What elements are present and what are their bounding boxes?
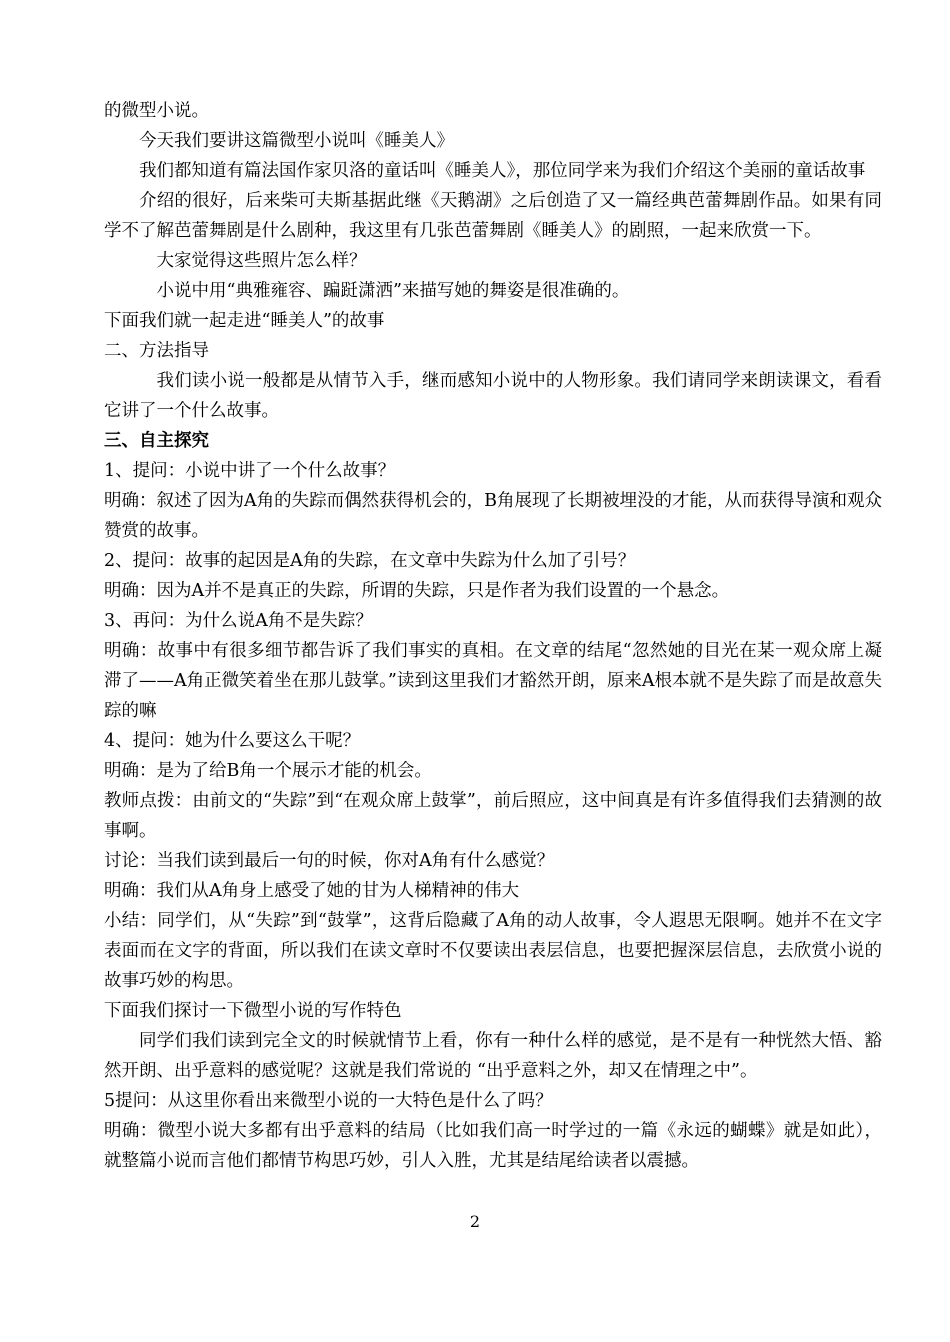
paragraph: 下面我们探讨一下微型小说的写作特色 (104, 1001, 402, 1021)
paragraph: 明确：我们从A角身上感受了她的甘为人梯精神的伟大 (104, 881, 520, 901)
paragraph: 同学们我们读到完全文的时候就情节上看，你有一种什么样的感觉，是不是有一种恍然大悟、豁然开朗、出乎意料的感觉呢？这就是我们常说的 “出乎意料之外，却又在情理之中”。 (104, 1031, 882, 1081)
paragraph: 介绍的很好，后来柴可夫斯基据此继《天鹅湖》之后创造了又一篇经典芭蕾舞剧作品。如果有同学不了解芭蕾舞剧是什么剧种，我这里有几张芭蕾舞剧《睡美人》的剧照，一起来欣赏一下。 (104, 191, 882, 241)
paragraph: 4、提问：她为什么要这么干呢？ (104, 731, 361, 751)
paragraph: 2、提问：故事的起因是A角的失踪，在文章中失踪为什么加了引号？ (104, 551, 636, 571)
paragraph: 今天我们要讲这篇微型小说叫《睡美人》 (139, 131, 454, 151)
paragraph: 1、提问：小说中讲了一个什么故事？ (104, 461, 396, 481)
paragraph: 3、再问：为什么说A角不是失踪？ (104, 611, 373, 631)
paragraph: 小结：同学们，从“失踪”到“鼓掌”，这背后隐藏了A角的动人故事，令人遐思无限啊。她并不在文字表面而在文字的背面，所以我们在读文章时不仅要读出表层信息，也要把握深层信息，去欣赏小说的故事巧妙的构思。 (104, 911, 882, 991)
paragraph: 明确：微型小说大多都有出乎意料的结局（比如我们高一时学过的一篇《永远的蝴蝶》就是如此），就整篇小说而言他们都情节构思巧妙，引人入胜，尤其是结尾给读者以震撼。 (104, 1121, 882, 1171)
paragraph: 明确：因为A并不是真正的失踪，所谓的失踪，只是作者为我们设置的一个悬念。 (104, 581, 730, 601)
paragraph: 我们读小说一般都是从情节入手，继而感知小说中的人物形象。我们请同学来朗读课文，看看它讲了一个什么故事。 (104, 371, 882, 421)
paragraph: 小说中用“典雅雍容、蹁跹潇洒”来描写她的舞姿是很准确的。 (156, 281, 630, 301)
paragraph: 的微型小说。 (104, 101, 209, 121)
paragraph: 二、方法指导 (104, 341, 209, 361)
paragraph: 明确：是为了给B角一个展示才能的机会。 (104, 761, 432, 781)
section-heading: 三、自主探究 (104, 431, 209, 451)
paragraph: 讨论：当我们读到最后一句的时候，你对A角有什么感觉？ (104, 851, 555, 871)
paragraph: 明确：故事中有很多细节都告诉了我们事实的真相。在文章的结尾“忽然她的目光在某一观众席上凝滞了——A角正微笑着坐在那儿鼓掌。”读到这里我们才豁然开朗，原来A根本就不是失踪了而是故意失踪的嘛 (104, 641, 882, 721)
page-number: 2 (469, 1212, 481, 1231)
document-body (104, 96, 882, 1176)
paragraph: 大家觉得这些照片怎么样？ (156, 251, 367, 271)
paragraph: 教师点拨：由前文的“失踪”到“在观众席上鼓掌”，前后照应，这中间真是有许多值得我们去猜测的故事啊。 (104, 791, 882, 841)
paragraph: 下面我们就一起走进“睡美人”的故事 (104, 311, 385, 331)
paragraph: 明确：叙述了因为A角的失踪而偶然获得机会的，B角展现了长期被埋没的才能，从而获得导演和观众赞赏的故事。 (104, 491, 882, 541)
paragraph: 5提问：从这里你看出来微型小说的一大特色是什么了吗？ (104, 1091, 553, 1111)
paragraph: 我们都知道有篇法国作家贝洛的童话叫《睡美人》，那位同学来为我们介绍这个美丽的童话故事 (139, 161, 866, 181)
